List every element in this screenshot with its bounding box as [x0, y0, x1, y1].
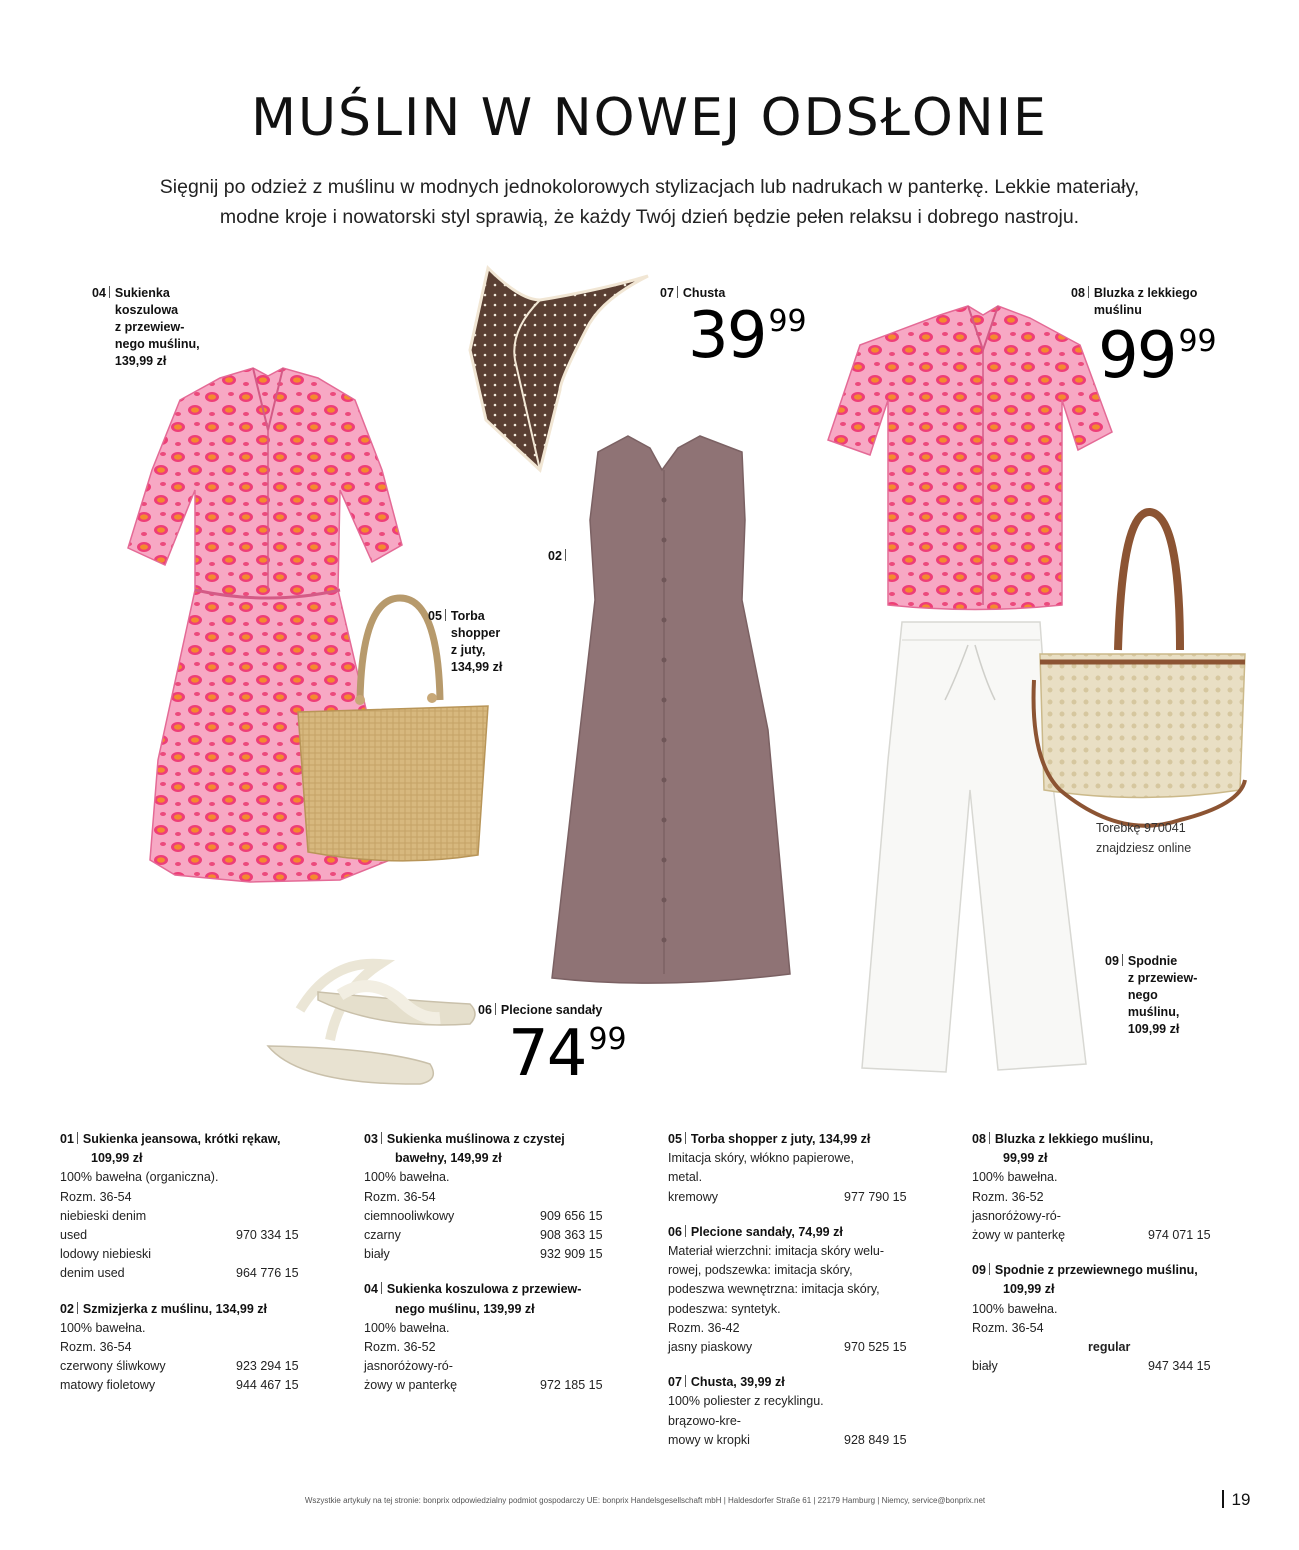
page-number-value: 19 [1231, 1490, 1251, 1509]
variant-code: 964 776 15 [236, 1266, 299, 1281]
product-detail: 100% bawełna (organiczna). [60, 1170, 219, 1185]
product-price: nego muślinu, 139,99 zł [395, 1301, 535, 1316]
page-title: MUŚLIN W NOWEJ ODSŁONIE [251, 88, 1048, 148]
product-01-info [60, 1130, 322, 1284]
variant-code: 947 344 15 [1148, 1359, 1211, 1374]
product-name: Sukienka koszulowa z przewiew- [386, 1282, 582, 1297]
callout-09 [1105, 953, 1197, 1038]
product-price: bawełny, 149,99 zł [395, 1151, 502, 1166]
variant-code: 944 467 15 [236, 1378, 299, 1393]
callout-06-number: 06 [478, 1003, 492, 1017]
product-name: Szmizjerka z muślinu, 134,99 zł [82, 1301, 268, 1316]
variant-color: ciemnooliwkowy [364, 1208, 455, 1223]
product-03-info [364, 1130, 626, 1264]
variant-color: matowy fioletowy [60, 1378, 156, 1393]
product-detail: Rozm. 36-54 [60, 1340, 132, 1355]
variant-color: czarny [364, 1228, 401, 1243]
callout-05-line: z juty, [450, 643, 486, 657]
variant-color: żowy w panterkę [364, 1378, 458, 1393]
online-bag-note [1096, 818, 1191, 858]
product-detail: Rozm. 36-52 [972, 1189, 1044, 1204]
callout-04-number: 04 [92, 286, 106, 300]
product-05-info [668, 1130, 930, 1207]
product-column-3 [668, 1130, 930, 1466]
variant-code: 970 525 15 [844, 1340, 907, 1355]
variant-code: 970 334 15 [236, 1228, 299, 1243]
intro-line-2: modne kroje i nowatorski styl sprawią, że każdy Twój dzień będzie pełen relaksu i dobrego nastroju. [219, 206, 1080, 228]
product-detail: Rozm. 36-54 [364, 1189, 436, 1204]
callout-05-line: Torba [450, 609, 485, 623]
variant-code [236, 1245, 322, 1264]
variant-row [60, 1226, 322, 1245]
variant-code: 932 909 15 [540, 1247, 603, 1262]
product-price: 99,99 zł [1003, 1151, 1048, 1166]
product-02-heading [60, 1300, 322, 1319]
product-detail: podeszwa: syntetyk. [668, 1301, 781, 1316]
price-07 [688, 299, 807, 373]
variant-row [60, 1357, 322, 1376]
product-number: 01 [60, 1132, 74, 1146]
product-detail: brązowo-kre- [668, 1413, 741, 1428]
product-detail: 100% bawełna. [60, 1320, 146, 1335]
callout-08-number: 08 [1071, 286, 1085, 300]
product-number: 02 [60, 1301, 74, 1316]
product-03-heading [364, 1130, 626, 1168]
product-detail: Rozm. 36-54 [60, 1189, 132, 1204]
product-detail: jasnoróżowy-ró- [364, 1359, 453, 1374]
product-detail: jasnoróżowy-ró- [972, 1208, 1061, 1223]
product-number: 08 [972, 1132, 986, 1146]
callout-09-line: 109,99 zł [1127, 1022, 1180, 1036]
callout-04-line: nego muślinu, [114, 337, 200, 351]
variant-row [364, 1226, 626, 1245]
product-09-info [972, 1261, 1234, 1376]
product-detail: niebieski denim [60, 1208, 147, 1223]
variant-color: denim used [60, 1266, 125, 1281]
product-01-heading [60, 1130, 322, 1168]
price-08 [1098, 319, 1217, 393]
product-detail: Rozm. 36-42 [668, 1320, 740, 1335]
variant-row [972, 1226, 1234, 1245]
fit-heading: regular [1088, 1340, 1131, 1355]
variant-color: żowy w panterkę [972, 1228, 1066, 1243]
product-04-heading [364, 1280, 626, 1318]
callout-09-line: muślinu, [1127, 1005, 1180, 1019]
variant-code: 972 185 15 [540, 1378, 603, 1393]
variant-row [364, 1376, 626, 1395]
product-number: 07 [668, 1375, 682, 1390]
product-08-info [972, 1130, 1234, 1245]
product-detail: 100% poliester z recyklingu. [668, 1394, 824, 1409]
product-detail: Rozm. 36-52 [364, 1340, 436, 1355]
price-07-cents: 99 [768, 304, 807, 339]
product-08-heading [972, 1130, 1234, 1168]
product-detail: 100% bawełna. [972, 1301, 1058, 1316]
callout-09-line: z przewiew- [1127, 971, 1198, 985]
product-number: 03 [364, 1132, 378, 1146]
variant-row [972, 1357, 1234, 1376]
callout-04 [92, 285, 200, 370]
callout-05-line: shopper [450, 626, 501, 640]
product-09-heading [972, 1261, 1234, 1299]
variant-row [364, 1207, 626, 1226]
product-detail: 100% bawełna. [364, 1170, 450, 1185]
price-08-main: 99 [1098, 319, 1176, 393]
variant-color: used [60, 1228, 88, 1243]
variant-row [60, 1245, 322, 1264]
price-06-main: 74 [508, 1017, 586, 1091]
callout-07-label: Chusta [682, 286, 726, 300]
variant-code: 923 294 15 [236, 1359, 299, 1374]
callout-04-line: koszulowa [114, 303, 179, 317]
variant-row [668, 1338, 930, 1357]
variant-color: biały [364, 1247, 390, 1262]
product-name: Sukienka jeansowa, krótki rękaw, [82, 1132, 281, 1146]
product-number: 04 [364, 1282, 378, 1297]
product-column-1 [60, 1130, 322, 1412]
callout-09-line: Spodnie [1127, 954, 1178, 968]
product-06-info [668, 1223, 930, 1357]
online-bag-note-line: znajdziesz online [1096, 841, 1192, 855]
callout-09-line: nego [1127, 988, 1158, 1002]
product-name: Chusta, 39,99 zł [690, 1375, 785, 1390]
online-bag-note-line: Torebkę 970041 [1096, 821, 1186, 835]
variant-color: biały [972, 1359, 998, 1374]
product-number: 05 [668, 1132, 682, 1146]
variant-color: mowy w kropki [668, 1432, 750, 1447]
product-detail: 100% bawełna. [364, 1320, 450, 1335]
variant-row [668, 1431, 930, 1450]
product-number: 09 [972, 1263, 986, 1278]
variant-row [668, 1188, 930, 1207]
product-detail: metal. [668, 1170, 703, 1185]
product-name: Bluzka z lekkiego muślinu, [994, 1132, 1154, 1146]
price-06 [508, 1017, 627, 1091]
blouse-08-illustration [828, 306, 1112, 610]
intro-line-1: Sięgnij po odzież z muślinu w modnych jednokolorowych stylizacjach lub nadrukach w panterkę. Lekkie materiały, [159, 176, 1140, 198]
variant-code: 909 656 15 [540, 1208, 603, 1223]
callout-05 [428, 608, 502, 676]
callout-08 [1071, 285, 1197, 319]
product-detail: podeszwa wewnętrzna: imitacja skóry, [668, 1282, 880, 1297]
legal-footer: Wszystkie artykuły na tej stronie: bonprix odpowiedzialny podmiot gospodarczy UE: bonprix Handelsgesellschaft mbH | Haldesdorfer Straße 61 | 22179 Hamburg | Niemcy, service@bonprix.net [304, 1496, 986, 1505]
product-price: 109,99 zł [91, 1151, 143, 1166]
callout-08-line: muślinu [1093, 303, 1142, 317]
variant-color: kremowy [668, 1189, 719, 1204]
variant-code: 928 849 15 [844, 1432, 907, 1447]
page-number [1222, 1490, 1250, 1510]
product-detail: rowej, podszewka: imitacja skóry, [668, 1263, 853, 1278]
price-08-cents: 99 [1178, 324, 1217, 359]
variant-code: 908 363 15 [540, 1228, 603, 1243]
product-detail: 100% bawełna. [972, 1170, 1058, 1185]
variant-color: jasny piaskowy [668, 1340, 753, 1355]
callout-02-number: 02 [548, 549, 562, 563]
product-07-info [668, 1373, 930, 1450]
price-06-cents: 99 [588, 1022, 627, 1057]
product-02-info [60, 1300, 322, 1396]
callout-05-number: 05 [428, 609, 442, 623]
product-detail: Imitacja skóry, włókno papierowe, [668, 1151, 854, 1166]
callout-09-number: 09 [1105, 954, 1119, 968]
product-column-2 [364, 1130, 626, 1412]
callout-07-number: 07 [660, 286, 674, 300]
variant-color: lodowy niebieski [60, 1247, 152, 1262]
callout-08-line: Bluzka z lekkiego [1093, 286, 1198, 300]
product-04-info [364, 1280, 626, 1395]
variant-row [60, 1376, 322, 1395]
product-name: Spodnie z przewiewnego muślinu, [994, 1263, 1198, 1278]
variant-code: 977 790 15 [844, 1189, 907, 1204]
dress-02-illustration [552, 436, 790, 983]
variant-row [364, 1245, 626, 1264]
product-detail: Materiał wierzchni: imitacja skóry welu- [668, 1244, 885, 1259]
callout-02 [548, 548, 571, 565]
product-07-heading [668, 1373, 930, 1392]
callout-04-line: Sukienka [114, 286, 170, 300]
product-name: Plecione sandały, 74,99 zł [690, 1224, 843, 1239]
product-number: 06 [668, 1224, 682, 1239]
product-name: Torba shopper z juty, 134,99 zł [690, 1132, 871, 1146]
crochet-handbag-illustration [1034, 512, 1245, 826]
callout-04-line: z przewiew- [114, 320, 185, 334]
callout-05-line: 134,99 zł [450, 660, 503, 674]
price-07-main: 39 [688, 299, 766, 373]
sandals-06-illustration [268, 964, 475, 1084]
callout-04-line: 139,99 zł [114, 354, 167, 368]
variant-color: czerwony śliwkowy [60, 1359, 166, 1374]
callout-06-label: Plecione sandały [500, 1003, 603, 1017]
product-05-heading [668, 1130, 930, 1149]
product-column-4 [972, 1130, 1234, 1392]
product-price: 109,99 zł [1003, 1282, 1055, 1297]
variant-row [60, 1264, 322, 1283]
variant-code: 974 071 15 [1148, 1228, 1211, 1243]
product-06-heading [668, 1223, 930, 1242]
product-detail: Rozm. 36-54 [972, 1320, 1044, 1335]
product-name: Sukienka muślinowa z czystej [386, 1132, 565, 1146]
